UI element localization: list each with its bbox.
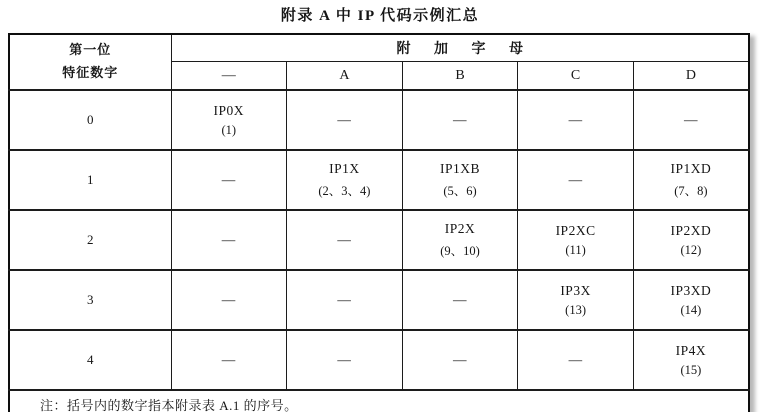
ip-code-cell (518, 330, 634, 390)
cell-code: IP3XD (670, 282, 712, 298)
cell-ref: (7、8) (674, 184, 708, 198)
ip-code-cell (518, 270, 634, 330)
ip-code-cell (171, 210, 287, 270)
cell-code: IP1XD (670, 161, 712, 176)
subheader-d: D (633, 62, 749, 91)
subheader-a: A (287, 62, 403, 91)
cell-code: — (452, 112, 467, 127)
cell-ref: (2、3、4) (318, 184, 371, 198)
cell-code: IP4X (675, 342, 707, 358)
ip-code-cell (171, 150, 287, 210)
cell-code: — (568, 352, 583, 367)
cell-ref: (5、6) (443, 184, 477, 198)
ip-code-cell (171, 270, 287, 330)
ip-code-cell (402, 270, 518, 330)
ip-code-cell (287, 330, 403, 390)
ip-code-cell (633, 330, 749, 390)
cell-ref: (15) (680, 362, 702, 377)
ip-code-cell (402, 330, 518, 390)
row-digit: 1 (9, 150, 171, 210)
header-first-digit (9, 34, 171, 90)
cell-ref: (11) (565, 242, 586, 257)
row-digit: 2 (9, 210, 171, 270)
cell-code: — (221, 232, 236, 247)
ip-code-cell (518, 90, 634, 150)
cell-ref: (1) (221, 122, 237, 137)
ip-code-cell (287, 210, 403, 270)
cell-code: — (568, 172, 583, 187)
subheader-c: C (518, 62, 634, 91)
header-first-digit-line2: 特征数字 (62, 65, 119, 80)
cell-code: IP3X (560, 282, 591, 298)
header-first-digit-line1: 第一位 (69, 42, 112, 58)
cell-code: — (683, 112, 698, 127)
cell-code: IP1XB (439, 161, 480, 176)
ip-code-cell (287, 270, 403, 330)
ip-code-cell (402, 210, 518, 270)
ip-code-cell (402, 90, 518, 150)
ip-code-cell (402, 150, 518, 210)
subheader-b: B (402, 62, 518, 91)
cell-code: — (221, 292, 236, 307)
ip-code-table-wrapper (8, 33, 750, 412)
cell-code: — (337, 352, 352, 367)
ip-code-cell (287, 90, 403, 150)
cell-code: — (337, 112, 352, 127)
row-digit: 4 (9, 330, 171, 390)
ip-code-cell (171, 90, 287, 150)
cell-code: — (568, 112, 583, 127)
cell-ref: (9、10) (440, 244, 480, 258)
cell-code: — (452, 292, 467, 307)
table-note: 注：括号内的数字指本附录表 A.1 的序号。 (9, 390, 749, 412)
row-digit: 3 (9, 270, 171, 330)
cell-code: — (452, 352, 467, 367)
ip-code-cell (518, 210, 634, 270)
ip-code-cell (633, 210, 749, 270)
row-digit: 0 (9, 90, 171, 150)
cell-ref: (13) (565, 302, 586, 317)
cell-code: IP2XD (670, 222, 712, 238)
ip-code-cell (633, 270, 749, 330)
cell-code: IP0X (213, 102, 245, 118)
ip-code-table (8, 33, 750, 412)
cell-ref: (12) (680, 242, 702, 257)
cell-code: IP2XC (555, 222, 596, 238)
cell-code: — (221, 172, 236, 187)
document-title: 附录 A 中 IP 代码示例汇总 (280, 8, 480, 24)
ip-code-cell (633, 150, 749, 210)
ip-code-cell (633, 90, 749, 150)
cell-ref: (14) (680, 302, 702, 317)
header-additional-letters: 附 加 字 母 (171, 34, 749, 62)
ip-code-cell (518, 150, 634, 210)
cell-code: IP1X (329, 161, 360, 176)
cell-code: IP2X (444, 221, 476, 236)
cell-code: — (337, 232, 352, 247)
cell-code: — (221, 352, 236, 367)
ip-code-cell (287, 150, 403, 210)
subheader-none: — (171, 62, 287, 91)
ip-code-cell (171, 330, 287, 390)
cell-code: — (337, 292, 352, 307)
